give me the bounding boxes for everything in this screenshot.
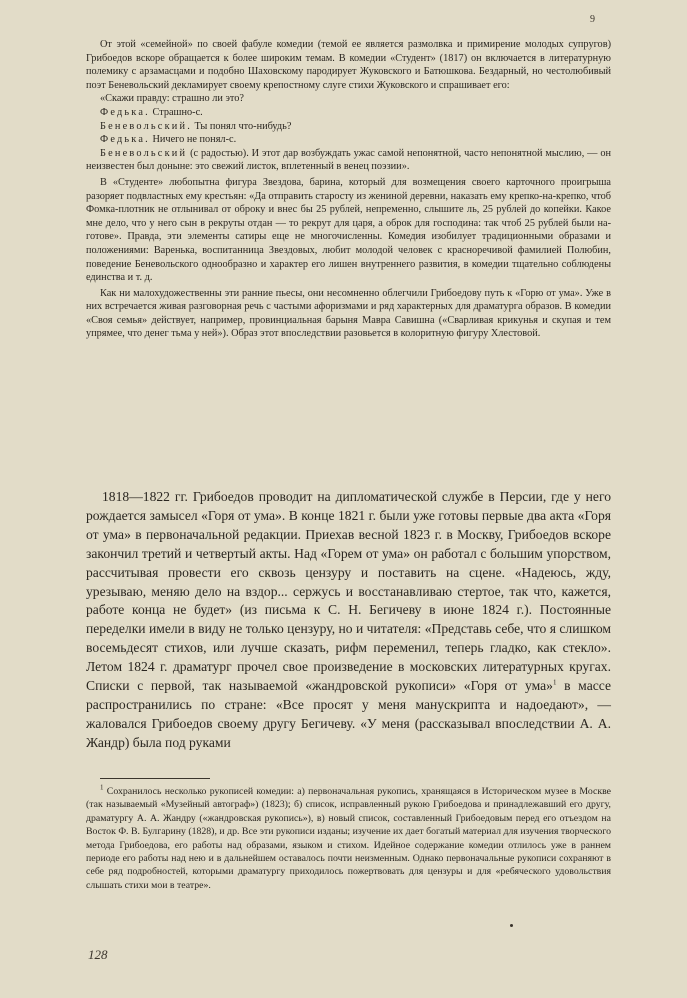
- speech-text: Ты понял что-нибудь?: [191, 120, 292, 132]
- speaker-name: Федька.: [100, 106, 150, 118]
- dialogue-line: [86, 106, 611, 120]
- paragraph-zvezdov: В «Студенте» любопытна фигура Звездова, барина, который для возмещения своего карточного проигрыша разоряет подвластных ему крестьян: «Да отправить старосту из жениной деревни, наказать ему крепко-на-крепко, чтоб Фомка-плотник не отлынивал от оброку и внес бы 25 рублей, непременно, слышите ль, 25 рублей до копейки. Какое мне дело, что у него сын в рекруты отдан — то рекрут для царя, а оброк для господина: так чтоб 25 рублей были на-готове». Правда, эти элементы сатиры еще не многочисленны. Комедия изобилует традиционными образами и положениями: Варенька, воспитанница Звездовых, любит молодой человек с красноречивой фамилией Полюбин, поведение Беневольского однообразно и характер его лишен внутреннего развития, в комедии тщательно соблюдены единства и т. д.: [86, 176, 611, 284]
- footnote-text: Сохранилось несколько рукописей комедии: а) первоначальная рукопись, хранящаяся в Историческом музее в Москве (так называемый «Музейный автограф») (1823); б) список, исправленный рукою Грибоедова и принадлежавший его другу, драматургу А. А. Жандру («жандровская рукопись»), в) новый список, составленный Грибоедовым перед его отъездом на Восток Ф. В. Булгарину (1828), и др. Все эти рукописи изданы; изучение их дает богатый материал для изучения творческого метода Грибоедова, его работы над образами, языком и стихом. Идейное содержание комедии отлилось уже в раннем периоде его работы над нею и в дальнейшем оставалось почти неизменным. Однако первоначальные рукописи сохраняют в себе ряд подробностей, которыми драматургу приходилось пожертвовать для цензуры и для «ребяческого удовольствия слышать стихи мои в театре».: [86, 786, 611, 891]
- speaker-name: Федька.: [100, 134, 150, 146]
- paragraph-early-plays: Как ни малохудожественны эти ранние пьесы, они несомненно облегчили Грибоедову путь к «Горю от ума». Уже в них встречается живая разговорная речь с частыми афоризмами и ряд характерных для драматурга образов. В комедии «Своя семья» действует, например, провинциальная барыня Мавра Савишна («Сварливая крикунья и скупая и тем упрямее, что денег тьма у ней»). Образ этот впоследствии разовьется в колоритную фигуру Хлестовой.: [86, 287, 611, 340]
- footnote-section: [86, 785, 611, 892]
- speech-text: (с радостью). И этот дар возбуждать ужас самой непонятной, часто непонятной мыслию, — он неизвестен был доныне: это свежий листок, вплетенный в венец поэзии».: [86, 147, 611, 173]
- dialogue-line: [86, 147, 611, 174]
- dialogue-line: «Скажи правду: страшно ли это?: [100, 93, 244, 105]
- speaker-name: Беневольский.: [100, 120, 192, 132]
- speaker-name: Беневольский: [100, 147, 188, 159]
- footnote-ref: 1: [552, 678, 557, 687]
- page-number: 128: [88, 947, 108, 962]
- speech-text: Ничего не понял-с.: [149, 134, 237, 146]
- paragraph-main: [86, 488, 611, 753]
- paragraph-student-intro: От этой «семейной» по своей фабуле комедии (темой ее является размолвка и примирение молодых супругов) Грибоедов вскоре обращается к более широким темам. В комедии «Студент» (1817) он включается в литературную полемику с арзамасцами и подобно Шаховскому пародирует Жуковского и Батюшкова. Бездарный, но честолюбивый поэт Беневольский декламирует своему крепостному слуге стихи Жуковского и спрашивает его:: [86, 39, 611, 91]
- footnote-mark: 1: [100, 783, 104, 792]
- main-text-section: [86, 488, 611, 753]
- main-text-part: в массе распространились по стране: «Все просят у меня манускрипта и надоедают», — жаловался Грибоедов своему другу Бегичеву. «У меня (рассказывал впоследствии А. А. Жандр) была под руками: [86, 678, 611, 750]
- dialogue-line: [86, 133, 611, 147]
- speech-text: Страшно-с.: [149, 106, 203, 118]
- corner-mark: 9: [590, 14, 595, 25]
- print-speck: [510, 924, 513, 927]
- footnote-paragraph: [86, 785, 611, 892]
- dialogue-line: [86, 120, 611, 134]
- main-text-part: 1818—1822 гг. Грибоедов проводит на дипломатической службе в Персии, где у него рождается замысел «Горя от ума». В конце 1821 г. были уже готовы первые два акта «Горя от ума» в первоначальной редакции. Приехав весной 1823 г. в Москву, Грибоедов вскоре закончил третий и четвертый акты. Над «Горем от ума» он работал с большим упорством, рассчитывая провести его сквозь цензуру и поставить на сцене. «Надеюсь, жду, урезываю, меняю дело на вздор... сержусь и восстанавливаю стертое, так что, кажется, работе конца не будет» (из письма к С. Н. Бегичеву в июне 1824 г.). Постоянные переделки имели в виду не только цензуру, но и читателя: «Представь себе, что я слишком восемьдесят стихов, или лучше сказать, рифм переменил, теперь гладко, как стекло». Летом 1824 г. драматург прочел свое произведение в московских литературных кругах. Списки с первой, так называемой «жандровской рукописи» «Горя от ума»: [86, 489, 611, 694]
- footnote-divider: [100, 778, 210, 779]
- small-print-section: [86, 38, 611, 341]
